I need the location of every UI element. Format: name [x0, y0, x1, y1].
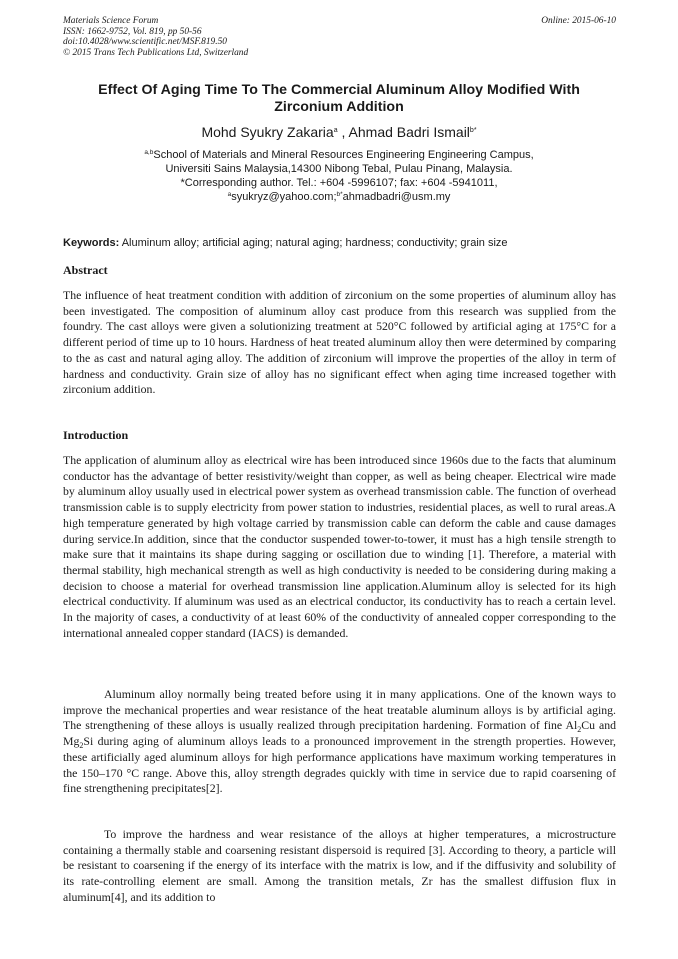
intro-paragraph-1: The application of aluminum alloy as electrical wire has been introduced since 1960s due to the facts that aluminum conductor has the advantage of better resistivity/weight than copper, as well as being cheaper. Electrical wire made by aluminum alloy usually used in electrical power system as overhead transmission cable. The function of overhead transmission cable is to supply electricity from power station to industries, residential places, as well to rural areas.A high temperature generated by high voltage carried by transmission cable can deform the cable and cause damages during service.In addition, since that the conductor suspended tower-to-tower, it must has a high tensile strength to make sure that it maintains its shape during sagging or oscillation due to winding [1]. Therefore, a material with thermal stability, high mechanical strength as well as high conductivity is needed to be considering during making a decision to choose a material for overhead transmission line application.Aluminum alloy is selected for its high electrical conductivity. If aluminum was used as an electrical conductor, its conductivity has to reach a certain level. In the majority of cases, a conductivity of at least 60% of the conductivity of annealed copper corresponding to the international annealed copper standard (IACS) is demanded. — [63, 453, 616, 640]
abstract-heading: Abstract — [63, 263, 108, 277]
email-link[interactable]: ahmadbadri@usm.my — [342, 191, 451, 203]
author-list — [40, 124, 638, 141]
affiliation-block — [60, 148, 618, 204]
doi-line[interactable]: doi:10.4028/www.scientific.net/MSF.819.50 — [63, 37, 227, 48]
abstract-paragraph: The influence of heat treatment condition with addition of zirconium on the some properties of aluminum alloy has been investigated. The composition of aluminum alloy cast produce from this research was supplied from the foundry. The cast alloys were given a solutionizing treatment at 520°C followed by artificial aging at 175°C for a different period of time up to 10 hours. Hardness of heat treated aluminum alloy then were determined by comparing to the as cast and natural aging alloy. The addition of zirconium will improve the properties of the alloy in term of hardness and conductivity. Grain size of alloy has no significant effect when aging time increased together with zirconium addition. — [63, 288, 616, 397]
title-line-2: Zirconium Addition — [274, 99, 404, 115]
author-separator: , — [337, 124, 349, 140]
paper-title — [50, 82, 628, 116]
keywords-line — [63, 236, 623, 250]
affiliation-superscript: a,b — [144, 149, 154, 156]
online-date: Online: 2015-06-10 — [541, 16, 616, 26]
author-superscript: b* — [469, 127, 477, 134]
publication-header — [63, 16, 616, 58]
keywords-text: Aluminum alloy; artificial aging; natural aging; hardness; conductivity; grain size — [119, 237, 508, 249]
keywords-label: Keywords: — [63, 237, 120, 249]
correspondence-line: *Corresponding author. Tel.: +604 -5996107; fax: +604 -5941011, — [180, 177, 498, 189]
title-line-1: Effect Of Aging Time To The Commercial Aluminum Alloy Modified With — [98, 82, 580, 98]
author-name: Mohd Syukry Zakaria — [201, 124, 334, 140]
email-line: $^a$syukryz@yahoo.com;$^{b*}$ahmadbadri@usm.my — [227, 191, 451, 203]
introduction-heading: Introduction — [63, 428, 129, 442]
journal-name: Materials Science Forum — [63, 16, 159, 26]
email-link[interactable]: syukryz@yahoo.com; — [231, 191, 337, 203]
affiliation-line: Universiti Sains Malaysia,14300 Nibong Tebal, Pulau Pinang, Malaysia. — [165, 163, 513, 175]
affiliation-line: $^{a,b}$School of Materials and Mineral Resources Engineering Engineering Campus, — [144, 149, 534, 161]
intro-paragraph-2: Aluminum alloy normally being treated before using it in many applications. One of the known ways to improve the mechanical properties and wear resistance of the heat treatable aluminum alloys is by artificial aging. The strengthening of these alloys is usually realized through precipitation hardening. Formation of fine $Al_2Cu$ and $Mg_2Si$ during aging of aluminum alloys leads to a pronounced improvement in the strength properties. However, these artificially aged aluminum alloys for high performance applications have maximum working temperatures in the 150–170 °C range. Above this, alloy strength degrades quickly with time in service due to rapid coarsening of fine strengthening precipitates[2]. — [63, 687, 616, 796]
issn-line: ISSN: 1662-9752, Vol. 819, pp 50-56 — [63, 26, 202, 37]
author-name: Ahmad Badri Ismail — [348, 124, 470, 140]
copyright-line: © 2015 Trans Tech Publications Ltd, Switzerland — [63, 47, 249, 58]
intro-paragraph-3: To improve the hardness and wear resistance of the alloys at higher temperatures, a microstructure containing a thermally stable and coarsening resistant dispersoid is required [3]. According to theory, a particle will be resistant to coarsening if the energy of its interface with the matrix is low, and if the diffusivity and solubility of its rate-controlling element are small. Among the transition metals, Zr has the smallest diffusion flux in aluminum[4], and its addition to — [63, 827, 616, 904]
author-superscript: a — [333, 127, 338, 134]
